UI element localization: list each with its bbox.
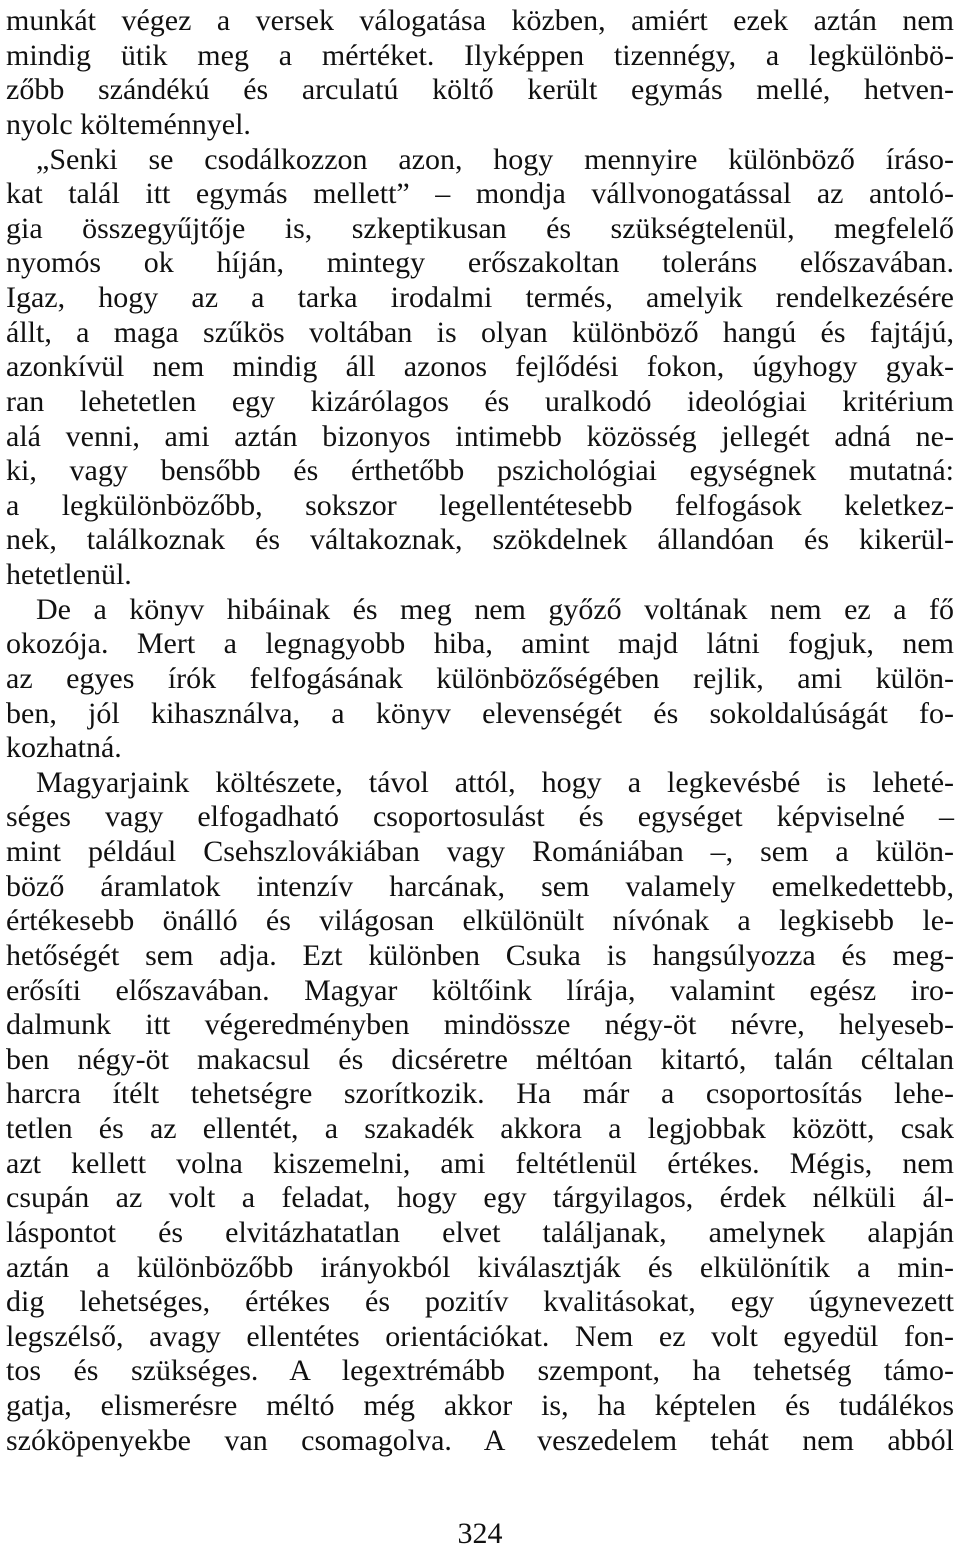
text-line: dalmunk itt végeredményben mindössze négy-öt névre, helyeseb- [6, 1008, 954, 1042]
book-page [6, 0, 954, 1555]
text-line: dig lehetséges, értékes és pozitív kvalitásokat, egy úgynevezett [6, 1285, 954, 1319]
body-text [6, 4, 954, 1458]
text-line: ran lehetetlen egy kizárólagos és uralkodó ideológiai kritérium [6, 384, 954, 418]
text-line: kat talál itt egymás mellett” – mondja vállvonogatással az antoló- [6, 177, 954, 211]
text-line: hetetlenül. [6, 558, 132, 591]
text-line: hetőségét sem adja. Ezt különben Csuka is hangsúlyozza és meg- [6, 938, 954, 972]
text-line: nyolc költeménnyel. [6, 107, 251, 141]
text-line: szóköpenyekbe van csomagolva. A veszedelem tehát nem abból [6, 1423, 954, 1457]
text-line: gatja, elismerésre méltó még akkor is, ha képtelen és tudálékos [6, 1389, 954, 1422]
text-line: nek, találkoznak és váltakoznak, szökdelnek állandóan és kikerül- [6, 523, 954, 557]
text-line: tos és szükséges. A legextrémább szempont, ha tehetség támo- [6, 1354, 954, 1388]
text-line: mint például Csehszlovákiában vagy Romániában –, sem a külön- [6, 835, 954, 868]
text-line: gia összegyűjtője is, szkeptikusan és szükségtelenül, megfelelő [6, 211, 954, 245]
text-line: okozója. Mert a legnagyobb hiba, amint majd látni fogjuk, nem [6, 627, 954, 661]
text-line: séges vagy elfogadható csoportosulást és egységet képviselné – [6, 800, 954, 834]
page-number: 324 [457, 1517, 503, 1550]
text-line: alá venni, ami aztán bizonyos intimebb közösség jellegét adná ne- [6, 419, 954, 453]
text-line: Igaz, hogy az a tarka irodalmi termés, amelyik rendelkezésére [6, 281, 954, 314]
text-line: aztán a különbözőbb irányokból kiválasztják és elkülönítik a min- [6, 1250, 954, 1284]
text-line: legszélső, avagy ellentétes orientációkat. Nem ez volt egyedül fon- [6, 1319, 954, 1353]
text-line: munkát végez a versek válogatása közben, amiért ezek aztán nem [6, 4, 954, 37]
paragraph-first-line: Magyarjaink költészete, távol attól, hogy a legkevésbé is leheté- [36, 765, 954, 799]
text-line: azt kellett volna kiszemelni, ami feltétlenül értékes. Mégis, nem [6, 1146, 954, 1180]
text-line: tetlen és az ellentét, a szakadék akkora a legjobbak között, csak [6, 1112, 954, 1145]
text-line: mindig ütik meg a mértéket. Ilyképpen tizennégy, a legkülönbö- [6, 38, 954, 72]
text-line: azonkívül nem mindig áll azonos fejlődési fokon, úgyhogy gyak- [6, 350, 954, 384]
text-line: zőbb szándékú és arculatú költő került egymás mellé, hetven- [6, 73, 954, 107]
text-line: állt, a maga szűkös voltában is olyan különböző hangú és fajtájú, [6, 315, 954, 349]
paragraph-first-line: „Senki se csodálkozzon azon, hogy mennyire különböző íráso- [36, 142, 954, 176]
text-line: kozhatná. [6, 731, 122, 765]
text-line: ki, vagy bensőbb és érthetőbb pszichológiai egységnek mutatná: [6, 454, 954, 488]
paragraph-first-line: De a könyv hibáinak és meg nem győző voltának nem ez a fő [36, 592, 954, 626]
text-line: az egyes írók felfogásának különbözőségében rejlik, ami külön- [6, 661, 954, 695]
text-line: böző áramlatok intenzív harcának, sem valamely emelkedettebb, [6, 869, 954, 903]
text-line: a legkülönbözőbb, sokszor legellentétesebb felfogások keletkez- [6, 488, 954, 522]
text-line: értékesebb önálló és világosan elkülönült nívónak a legkisebb le- [6, 904, 954, 938]
text-line: erősíti előszavában. Magyar költőink lírája, valamint egész iro- [6, 973, 954, 1007]
text-line: harcra ítélt tehetségre szorítkozik. Ha már a csoportosítás lehe- [6, 1077, 954, 1111]
text-line: ben négy-öt makacsul és dicséretre méltóan kitartó, talán céltalan [6, 1042, 954, 1076]
text-line: ben, jól kihasználva, a könyv elevenségét és sokoldalúságát fo- [6, 696, 954, 730]
text-line: nyomós ok híján, mintegy erőszakoltan toleráns előszavában. [6, 246, 954, 280]
text-line: csupán az volt a feladat, hogy egy tárgyilagos, érdek nélküli ál- [6, 1181, 954, 1215]
text-line: láspontot és elvitázhatatlan elvet találjanak, amelynek alapján [6, 1215, 954, 1249]
